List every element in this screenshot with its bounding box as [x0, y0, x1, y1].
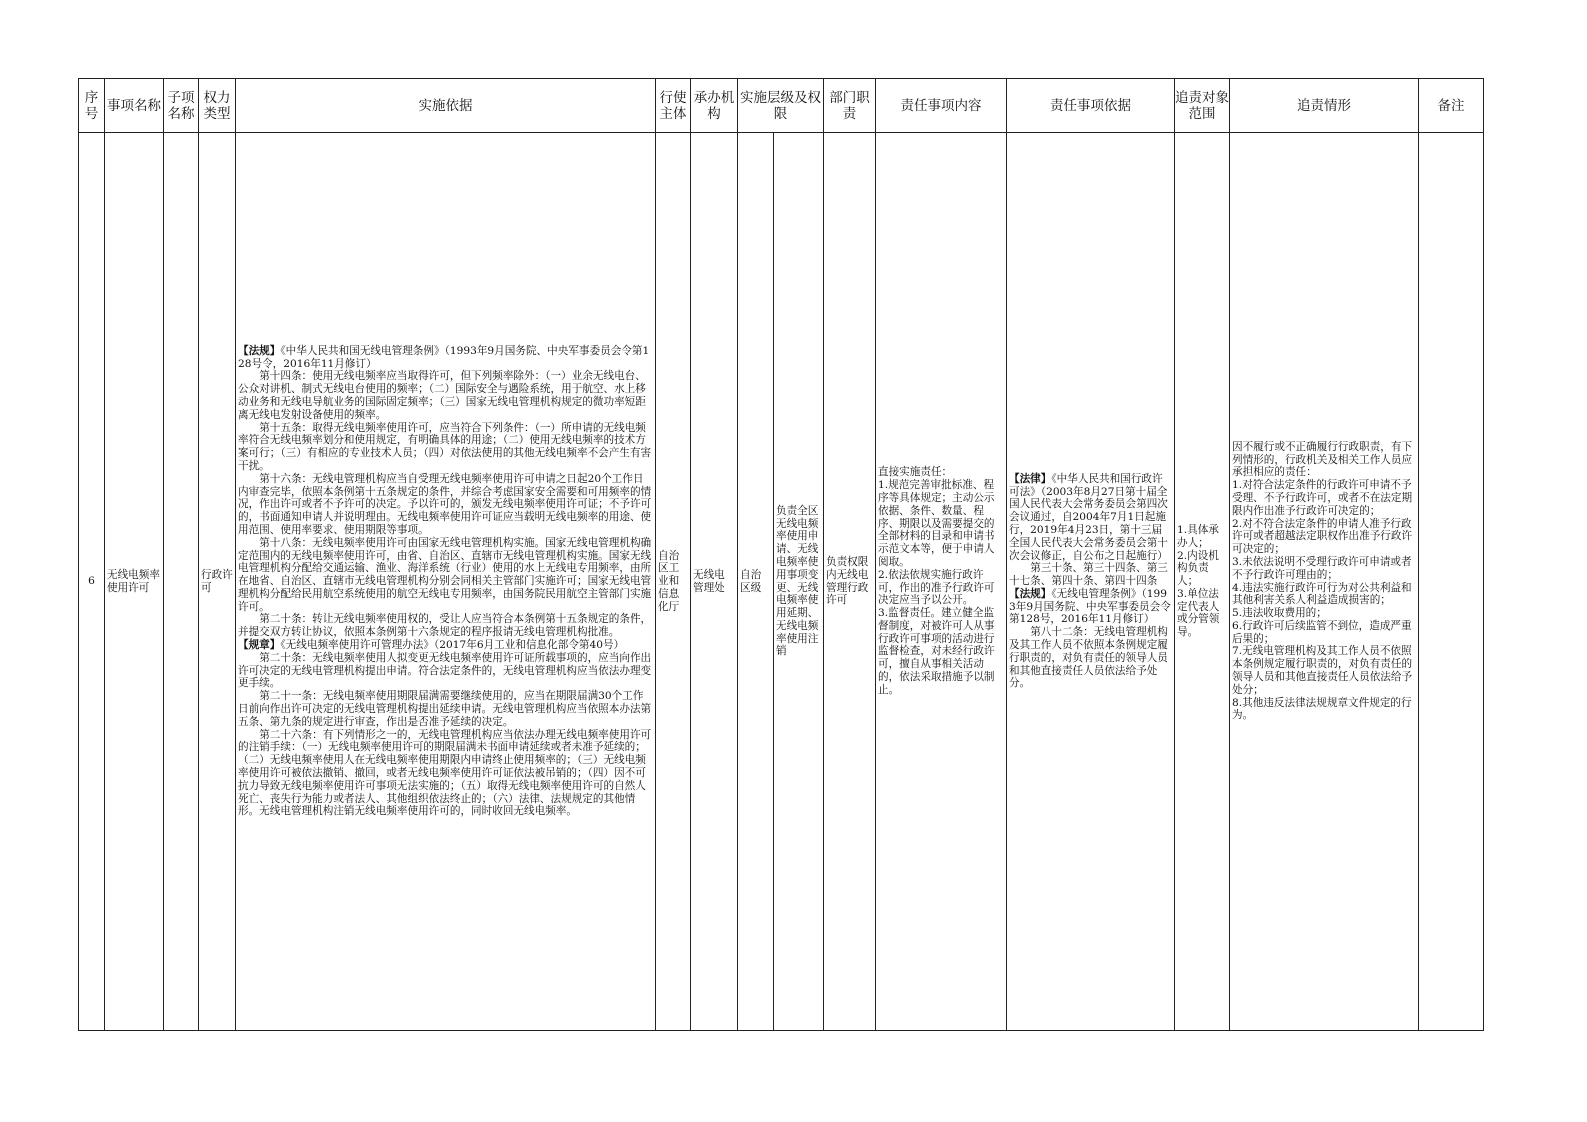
- accountability-line: 1.对符合法定条件的行政许可申请不予受理、不予行政许可，或者不在法定期限内作出准予行政许可决定的；: [1232, 479, 1413, 517]
- power-list-table: [78, 78, 1484, 1031]
- cell-handling-org: 无线电管理处: [691, 133, 738, 1031]
- cell-index: 6: [79, 133, 105, 1031]
- basis-paragraph: [238, 345, 653, 371]
- basis-paragraph: [238, 473, 653, 537]
- basis-text: 第二十六条：有下列情形之一的，无线电管理机构应当依法办理无线电频率使用许可的注销手续：（一）无线电频率使用许可的期限届满未书面申请延续或者未准予延续的；（二）无线电频率使用人在无线电频率使用期限内申请终止使用频率的；（三）无线电频率使用许可被依法撤销、撤回，或者无线电频率使用许可证依法被吊销的；（四）因不可抗力导致无线电频率使用许可事项无法实施的；（五）取得无线电频率使用许可的自然人死亡、丧失行为能力或者法人、其他组织依法终止的；（六）法律、法规规定的其他情形。无线电管理机构注销无线电频率使用许可的，同时收回无线电频率。: [238, 728, 652, 818]
- header-sub-item: 子项名称: [164, 79, 199, 133]
- basis-text: 第二十条：无线电频率使用人拟变更无线电频率使用许可证所载事项的，应当向作出许可决定的无线电管理机构提出申请。符合法定条件的，无线电管理机构应当依法办理变更手续。: [238, 651, 652, 690]
- cell-accountable-scope: [1175, 133, 1230, 1031]
- basis-text: 第十六条：无线电管理机构应当自受理无线电频率使用许可申请之日起20个工作日内审查完毕，依照本条例第十五条规定的条件，并综合考虑国家安全需要和可用频率的情况，作出许可或者不予许可的决定。予以许可的，颁发无线电频率使用许可证；不予许可的，书面通知申请人并说明理由。无线电频率使用许可证应当载明无线电频率的用途、使用范围、使用率要求、使用期限等事项。: [238, 472, 652, 536]
- basis-paragraph: [238, 639, 653, 652]
- cell-accountability: [1230, 133, 1419, 1031]
- responsibility-basis-text: 《中华人民共和国行政许可法》（2003年8月27日第十届全国人民代表大会常务委员会第四次会议通过，自2004年7月1日起施行，2019年4月23日，第十三届全国人民代表大会常务委员会第十次会议修正，自公布之日起施行）: [1009, 472, 1168, 562]
- cell-remark: [1419, 133, 1484, 1031]
- responsibility-basis-paragraph: [1009, 588, 1172, 626]
- responsibility-line: 2.依法依规实施行政许可，作出的准予行政许可决定应当予以公开。: [878, 568, 995, 607]
- cell-responsibility-basis: [1007, 133, 1175, 1031]
- cell-sub-item: [164, 133, 199, 1031]
- responsibility-basis-paragraph: [1009, 473, 1172, 563]
- accountability-line: 5.违法收取费用的；: [1232, 607, 1327, 620]
- basis-text: 第十四条：使用无线电频率应当取得许可，但下列频率除外：（一）业余无线电台、公众对讲机、制式无线电台使用的频率；（二）国际安全与遇险系统，用于航空、水上移动业务和无线电导航业务的国际固定频率；（三）国家无线电管理机构规定的微功率短距离无线电发射设备使用的频率。: [238, 370, 646, 421]
- basis-text: 《无线电频率使用许可管理办法》（2017年6月工业和信息化部令第40号）: [280, 639, 625, 652]
- responsibility-line: 1.规范完善审批标准、程序等具体规定；主动公示依据、条件、数量、程序、期限以及需要提交的全部材料的目录和申请书示范文本等，便于申请人阅取。: [878, 479, 995, 568]
- accountability-line: 4.违法实施行政许可行为对公共利益和其他利害关系人利益造成损害的；: [1232, 581, 1412, 607]
- basis-text: 第二十条：转让无线电频率使用权的，受让人应当符合本条例第十五条规定的条件，并提交双方转让协议，依照本条例第十六条规定的程序报请无线电管理机构批准。: [238, 613, 652, 639]
- basis-paragraph: [238, 537, 653, 614]
- accountable-scope-line: 2.内设机构负责人；: [1177, 549, 1219, 588]
- header-responsibility-basis: 责任事项依据: [1007, 79, 1175, 133]
- basis-paragraph: [238, 652, 653, 690]
- accountability-line: 6.行政许可后续监管不到位，造成严重后果的；: [1232, 619, 1412, 645]
- cell-exercising-body: 自治区工业和信息化厅: [656, 133, 691, 1031]
- responsibility-basis-text: 第八十二条：无线电管理机构及其工作人员不依照本条例规定履行职责的，对负有责任的领导人员和其他直接责任人员依法给予处分。: [1009, 626, 1168, 690]
- header-responsibility: 责任事项内容: [876, 79, 1007, 133]
- cell-level-scope: 负责全区无线电频率使用申请、无线电频率使用事项变更、无线电频率使用延期、无线电频率使用注销: [774, 133, 824, 1031]
- responsibility-line: 直接实施责任：: [878, 466, 953, 479]
- header-remark: 备注: [1419, 79, 1484, 133]
- responsibility-basis-text: 第三十条、第三十四条、第三十七条、第四十条、第四十四条: [1009, 562, 1168, 588]
- header-row: [79, 79, 1484, 133]
- cell-basis: [236, 133, 656, 1031]
- basis-paragraph: [238, 613, 653, 639]
- responsibility-line: 3.监督责任。建立健全监督制度，对被许可人从事行政许可事项的活动进行监督检查，对未经行政许可，擅自从事相关活动的，依法采取措施予以制止。: [878, 607, 995, 696]
- basis-text: 第二十一条：无线电频率使用期限届满需要继续使用的，应当在期限届满30个工作日前向作出许可决定的无线电管理机构提出延续申请。无线电管理机构应当依照本办法第五条、第九条的规定进行审查，作出是否准予延续的决定。: [238, 690, 652, 728]
- header-accountable-scope: 追责对象范围: [1175, 79, 1230, 133]
- accountability-line: 2.对不符合法定条件的申请人准予行政许可或者超越法定职权作出准予行政许可决定的；: [1232, 517, 1413, 556]
- accountability-line: 7.无线电管理机构及其工作人员不依照本条例规定履行职责的，对负有责任的领导人员和其他直接责任人员依法给予处分；: [1232, 645, 1413, 696]
- header-item-name: 事项名称: [105, 79, 164, 133]
- cell-responsibility: [876, 133, 1007, 1031]
- accountability-line: 3.未依法说明不受理行政许可申请或者不予行政许可理由的；: [1232, 555, 1412, 581]
- responsibility-basis-text: 《无线电管理条例》（1993年9月国务院、中央军事委员会令第128号，2016年11月修订）: [1009, 587, 1171, 626]
- basis-paragraph: [238, 729, 653, 819]
- header-power-type: 权力类型: [199, 79, 236, 133]
- accountable-scope-line: 3.单位法定代表人或分管领导。: [1177, 587, 1220, 639]
- responsibility-basis-tag: 【法律】: [1009, 472, 1052, 485]
- basis-text: 《中华人民共和国无线电管理条例》（1993年9月国务院、中央军事委员会令第128号令，2016年11月修订）: [238, 344, 650, 370]
- header-handling-org: 承办机构: [691, 79, 738, 133]
- responsibility-basis-paragraph: [1009, 626, 1172, 690]
- cell-duty: 负责权限内无线电管理行政许可: [824, 133, 876, 1031]
- accountability-line: 8.其他违反法律法规规章文件规定的行为。: [1232, 696, 1412, 722]
- responsibility-basis-paragraph: [1009, 562, 1172, 588]
- header-index: 序号: [79, 79, 105, 133]
- header-basis: 实施依据: [236, 79, 656, 133]
- table-row: [79, 133, 1484, 1031]
- cell-power-type: 行政许可: [199, 133, 236, 1031]
- accountable-scope-line: 1.具体承办人；: [1177, 523, 1219, 549]
- basis-tag: 【法规】: [238, 344, 281, 357]
- basis-paragraph: [238, 422, 653, 473]
- header-accountability: 追责情形: [1230, 79, 1419, 133]
- cell-item-name: 无线电频率使用许可: [105, 133, 164, 1031]
- basis-tag: 【规章】: [238, 639, 281, 652]
- header-duty: 部门职责: [824, 79, 876, 133]
- accountability-line: 因不履行或不正确履行行政职责，有下列情形的，行政机关及相关工作人员应承担相应的责任：: [1232, 440, 1413, 479]
- responsibility-basis-tag: 【法规】: [1009, 587, 1052, 600]
- basis-text: 第十八条：无线电频率使用许可由国家无线电管理机构实施。国家无线电管理机构确定范围内的无线电频率使用许可，由省、自治区、直辖市无线电管理机构实施。国家无线电管理机构分配给交通运输、渔业、海洋系统（行业）使用的水上无线电专用频率，由所在地省、自治区、直辖市无线电管理机构分别会同相关主管部门实施许可；国家无线电管理机构分配给民用航空系统使用的航空无线电专用频率，由国务院民用航空主管部门实施许可。: [238, 536, 652, 613]
- basis-text: 第十五条：取得无线电频率使用许可，应当符合下列条件：（一）所申请的无线电频率符合无线电频率划分和使用规定，有明确具体的用途；（二）使用无线电频率的技术方案可行；（三）有相应的专业技术人员；（四）对依法使用的其他无线电频率不会产生有害干扰。: [238, 421, 652, 472]
- basis-paragraph: [238, 690, 653, 728]
- basis-paragraph: [238, 370, 653, 421]
- header-level: 实施层级及权限: [738, 79, 824, 133]
- header-exercising-body: 行使主体: [656, 79, 691, 133]
- cell-level-name: 自治区级: [738, 133, 774, 1031]
